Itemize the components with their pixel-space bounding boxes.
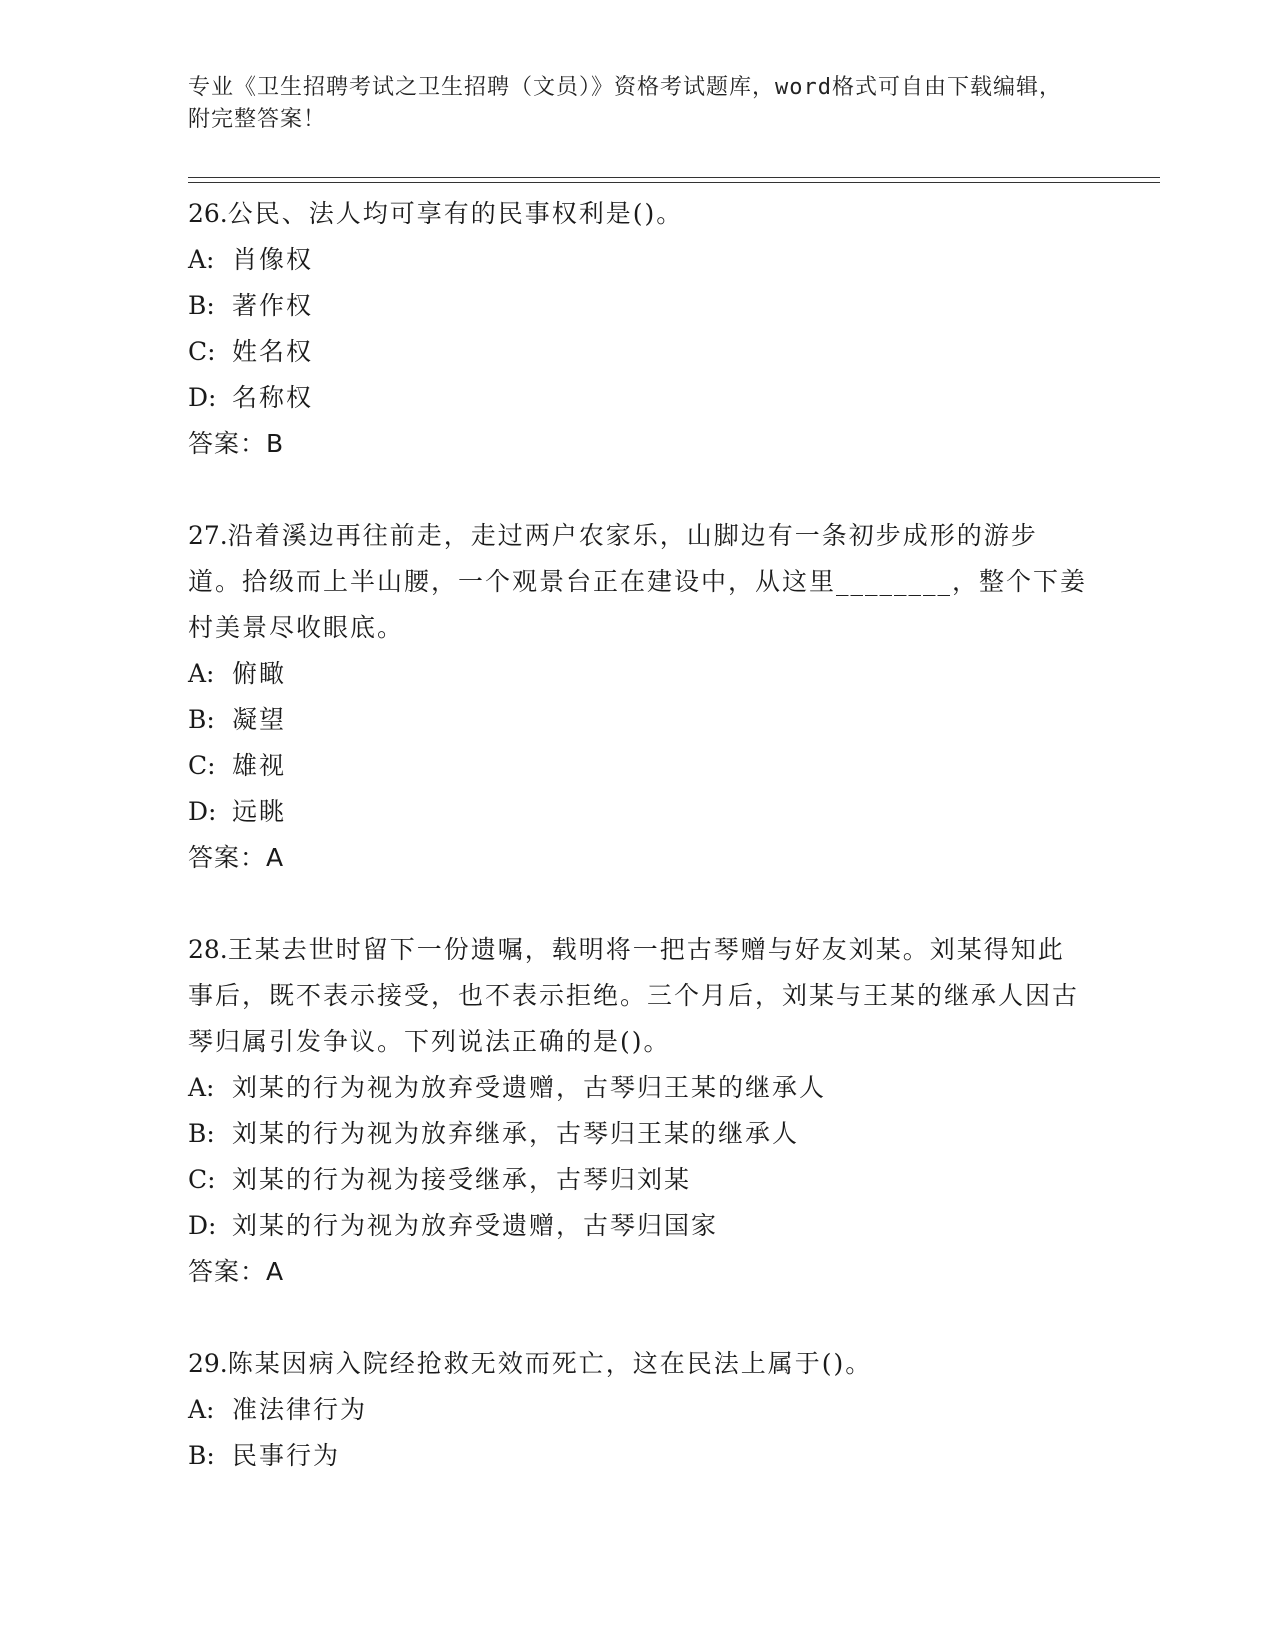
option-b	[188, 1111, 1088, 1157]
option-letter: A:	[188, 245, 215, 274]
question-28	[188, 927, 1088, 1295]
option-text: 刘某的行为视为放弃受遗赠，古琴归国家	[232, 1211, 719, 1240]
option-text: 准法律行为	[232, 1395, 368, 1424]
question-text	[188, 513, 1088, 651]
question-number: 26.	[188, 199, 228, 228]
option-c	[188, 329, 1088, 375]
question-text	[188, 191, 1088, 237]
option-letter: D:	[188, 383, 217, 412]
option-a	[188, 1387, 1088, 1433]
option-letter: B:	[188, 1441, 215, 1470]
option-letter: D:	[188, 797, 217, 826]
question-number: 28.	[188, 935, 228, 964]
option-c	[188, 1157, 1088, 1203]
header-divider-top	[188, 177, 1160, 178]
option-text: 刘某的行为视为放弃受遗赠，古琴归王某的继承人	[232, 1073, 827, 1102]
option-a	[188, 651, 1088, 697]
option-c	[188, 743, 1088, 789]
option-d	[188, 1203, 1088, 1249]
question-stem: 沿着溪边再往前走，走过两户农家乐，山脚边有一条初步成形的游步道。拾级而上半山腰，一个观景台正在建设中，从这里________，整个下姜村美景尽收眼底。	[188, 521, 1088, 642]
option-letter: C:	[188, 751, 216, 780]
spacer	[188, 881, 1088, 927]
question-26	[188, 191, 1088, 467]
option-a	[188, 1065, 1088, 1111]
option-b	[188, 697, 1088, 743]
question-29	[188, 1341, 1088, 1479]
answer-line: 答案：A	[188, 843, 285, 872]
question-stem: 王某去世时留下一份遗嘱，载明将一把古琴赠与好友刘某。刘某得知此事后，既不表示接受，也不表示拒绝。三个月后，刘某与王某的继承人因古琴归属引发争议。下列说法正确的是()。	[188, 935, 1080, 1056]
option-text: 雄视	[232, 751, 287, 780]
option-letter: A:	[188, 1073, 215, 1102]
option-letter: C:	[188, 1165, 216, 1194]
answer-line: 答案：B	[188, 429, 285, 458]
option-b	[188, 283, 1088, 329]
document-header: 专业《卫生招聘考试之卫生招聘（文员）》资格考试题库，word格式可自由下载编辑，附完整答案！	[188, 75, 1062, 132]
option-text: 远眺	[232, 797, 287, 826]
option-letter: C:	[188, 337, 216, 366]
option-letter: D:	[188, 1211, 217, 1240]
question-number: 29.	[188, 1349, 228, 1378]
option-letter: A:	[188, 659, 215, 688]
option-letter: B:	[188, 705, 215, 734]
option-text: 民事行为	[232, 1441, 341, 1470]
option-text: 凝望	[232, 705, 287, 734]
option-a	[188, 237, 1088, 283]
spacer	[188, 467, 1088, 513]
option-text: 俯瞰	[232, 659, 287, 688]
question-list	[188, 191, 1088, 1479]
question-stem: 陈某因病入院经抢救无效而死亡，这在民法上属于()。	[227, 1349, 873, 1378]
option-d	[188, 375, 1088, 421]
option-text: 著作权	[232, 291, 314, 320]
option-letter: B:	[188, 291, 215, 320]
option-text: 刘某的行为视为放弃继承，古琴归王某的继承人	[232, 1119, 800, 1148]
option-text: 刘某的行为视为接受继承，古琴归刘某	[232, 1165, 692, 1194]
answer-line: 答案：A	[188, 1257, 285, 1286]
question-text	[188, 1341, 1088, 1387]
header-divider-bottom	[188, 182, 1160, 183]
option-text: 姓名权	[232, 337, 314, 366]
question-stem: 公民、法人均可享有的民事权利是()。	[227, 199, 684, 228]
option-letter: B:	[188, 1119, 215, 1148]
option-letter: A:	[188, 1395, 215, 1424]
question-number: 27.	[188, 521, 228, 550]
question-text	[188, 927, 1088, 1065]
option-text: 名称权	[232, 383, 314, 412]
option-b	[188, 1433, 1088, 1479]
question-27	[188, 513, 1088, 881]
option-text: 肖像权	[232, 245, 314, 274]
spacer	[188, 1295, 1088, 1341]
option-d	[188, 789, 1088, 835]
